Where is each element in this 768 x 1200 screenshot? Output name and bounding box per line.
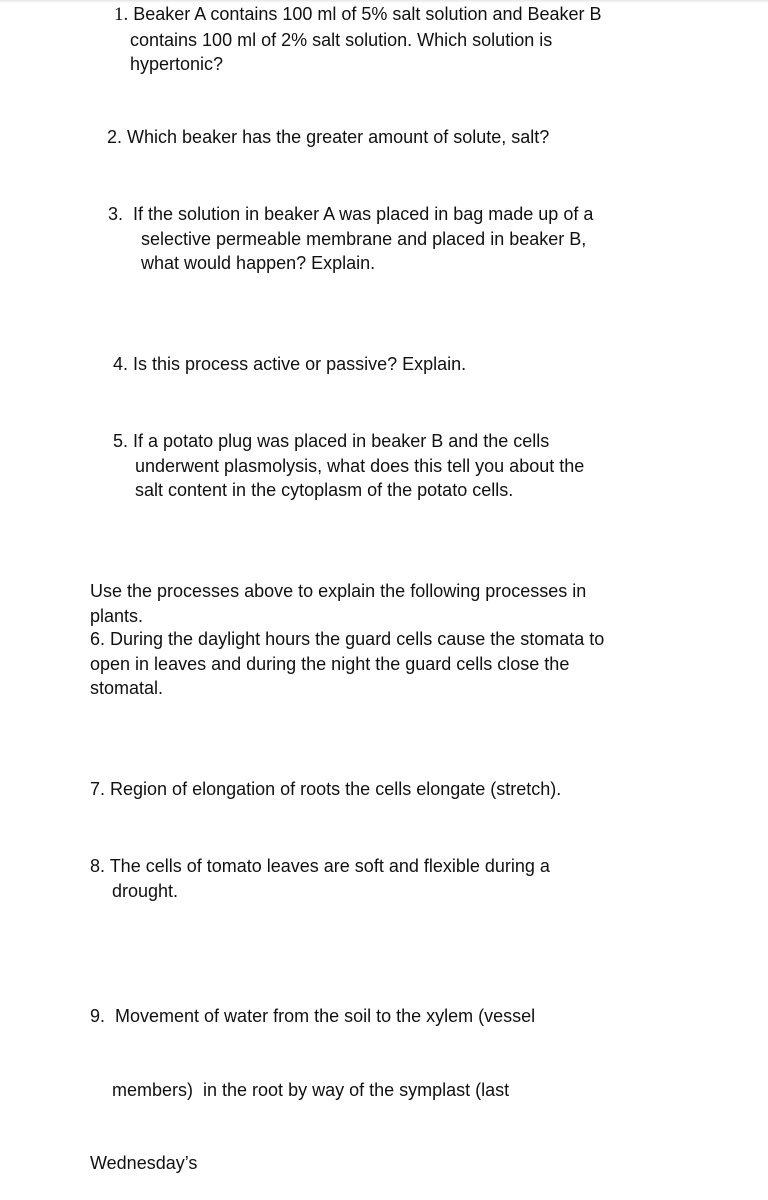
question-6 xyxy=(90,627,604,701)
question-5 xyxy=(113,429,584,503)
question-1-line-2: contains 100 ml of 2% salt solution. Which solution is xyxy=(130,29,553,50)
instructions-line-2: plants. xyxy=(90,605,144,626)
question-2-line-1: Which beaker has the greater amount of solute, salt? xyxy=(127,127,550,147)
question-5-line-1: If a potato plug was placed in beaker B and the cells xyxy=(133,431,550,451)
question-1-line-1: Beaker A contains 100 ml of 5% salt solution and Beaker B xyxy=(133,4,602,24)
question-5-line-2: underwent plasmolysis, what does this tell you about the xyxy=(135,455,585,476)
question-7 xyxy=(90,777,561,802)
question-8-line-1: 8. The cells of tomato leaves are soft and flexible during a xyxy=(90,856,550,876)
question-4 xyxy=(113,352,466,377)
question-9-line-2: members) in the root by way of the symplast (last xyxy=(112,1079,510,1100)
question-5-number: 5. xyxy=(113,431,129,451)
question-2-number: 2. xyxy=(107,127,123,147)
question-3 xyxy=(108,202,593,276)
question-6-line-3: stomatal. xyxy=(90,678,164,698)
question-4-line-1: Is this process active or passive? Explain. xyxy=(133,354,467,374)
instructions-line-1: Use the processes above to explain the following processes in xyxy=(90,581,587,601)
question-5-line-3: salt content in the cytoplasm of the potato cells. xyxy=(135,480,514,500)
question-1 xyxy=(114,2,602,77)
question-3-line-2: selective permeable membrane and placed in beaker B, xyxy=(141,228,587,249)
question-1-line-3: hypertonic? xyxy=(130,54,224,74)
question-4-number: 4. xyxy=(113,354,129,374)
question-7-line-1: 7. Region of elongation of roots the cells elongate (stretch). xyxy=(90,779,562,799)
question-9-line-1: 9. Movement of water from the soil to the xylem (vessel xyxy=(90,1006,536,1026)
question-3-number: 3. xyxy=(108,204,124,224)
question-3-line-3: what would happen? Explain. xyxy=(141,253,376,273)
question-6-line-1: 6. During the daylight hours the guard cells cause the stomata to xyxy=(90,629,605,649)
question-6-line-2: open in leaves and during the night the guard cells close the xyxy=(90,653,570,674)
question-9-line-3: Wednesday’s xyxy=(90,1153,198,1173)
question-3-line-1: If the solution in beaker A was placed in bag made up of a xyxy=(133,204,594,224)
question-2 xyxy=(107,125,549,150)
question-9 xyxy=(90,955,535,1200)
question-8 xyxy=(90,854,550,903)
instructions xyxy=(90,579,586,628)
question-8-line-2: drought. xyxy=(112,880,179,901)
question-1-number: 1. xyxy=(114,4,129,25)
